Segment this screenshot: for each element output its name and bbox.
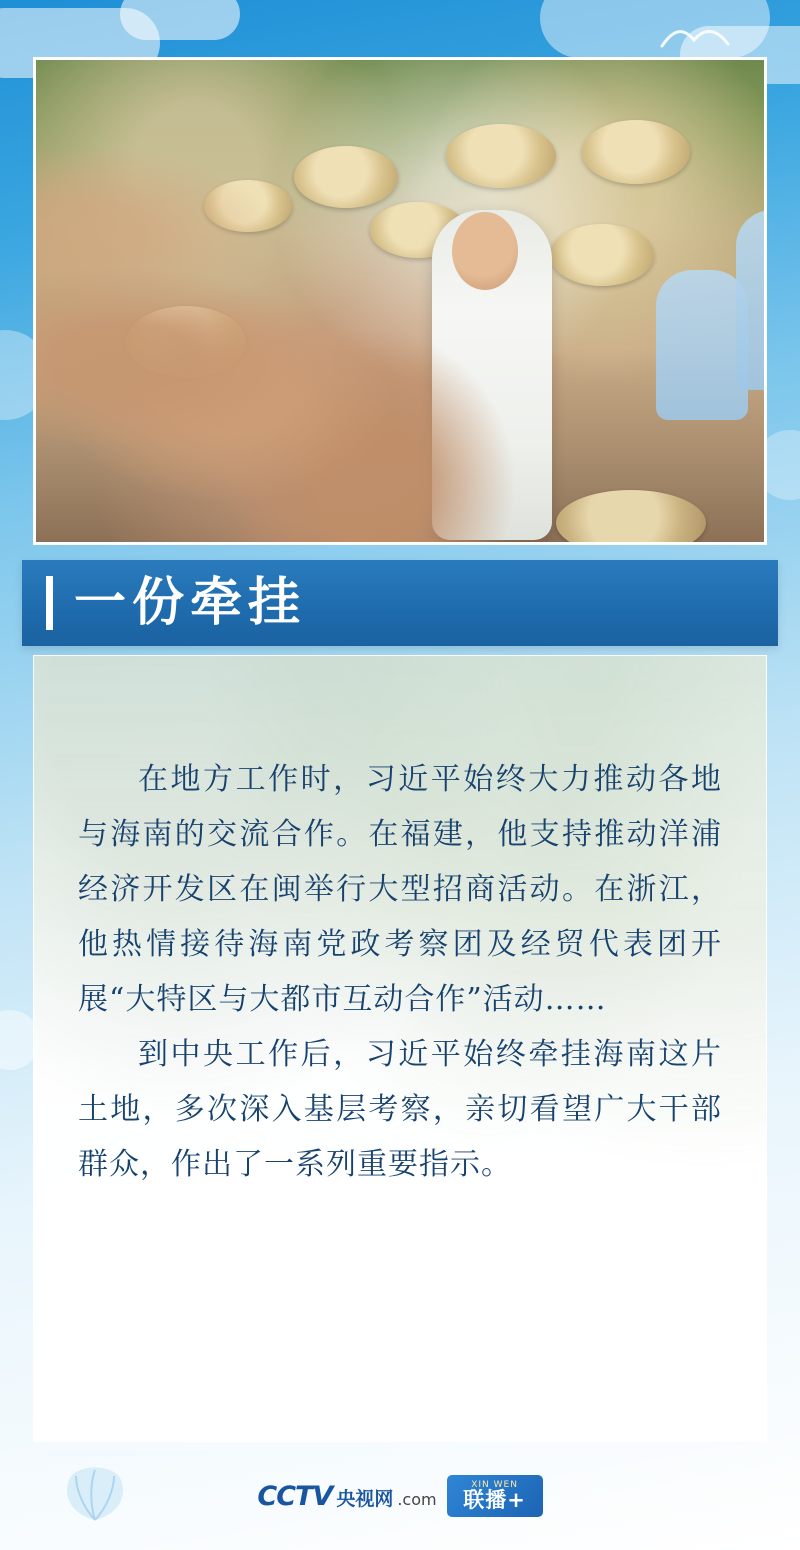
title-accent-bar [46,576,53,630]
hero-photo [33,57,767,545]
bird-icon [660,20,730,56]
article-card [33,655,767,1442]
lianbo-pinyin: XIN WEN [471,1480,518,1490]
cctv-logo [257,1481,436,1512]
cctv-domain-suffix: .com [397,1489,437,1509]
article-paragraph-1: 在地方工作时，习近平始终大力推动各地与海南的交流合作。在福建，他支持推动洋浦经济开发区在闽举行大型招商活动。在浙江，他热情接待海南党政考察团及经贸代表团开展“大特区与大都市互动合作”活动…… [78,762,722,1017]
raised-hands-shape [36,60,764,542]
section-title-banner [22,560,778,646]
cctv-wordmark: CCTV [257,1480,333,1512]
article-paragraph-2: 到中央工作后，习近平始终牵挂海南这片土地，多次深入基层考察，亲切看望广大干部群众，作出了一系列重要指示。 [78,1037,722,1182]
footer-logos [0,1466,800,1526]
article-body [34,656,766,1192]
cloud-decoration [120,0,240,40]
section-title: 一份牵挂 [74,573,307,633]
lianbo-title: 联播+ [463,1488,526,1512]
photo-image [36,60,764,542]
lianbo-plus-logo [447,1475,543,1517]
cctv-chinese-name: 央视网 [336,1487,394,1510]
